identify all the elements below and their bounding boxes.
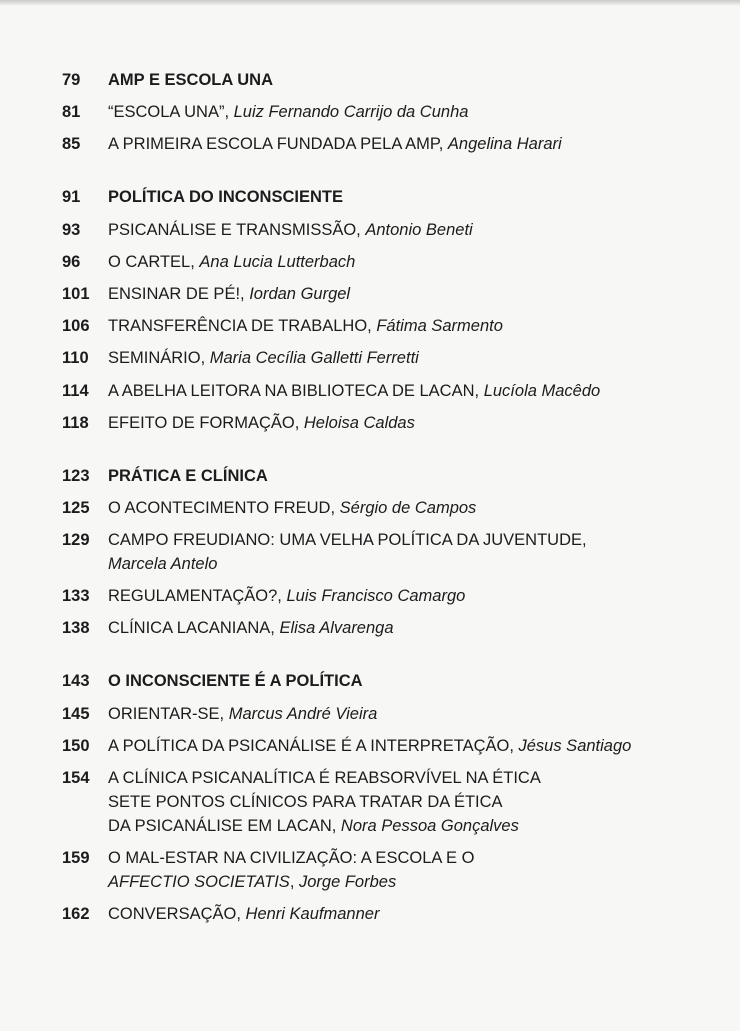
page-number: 118 [62,413,89,432]
entry-title: CLÍNICA LACANIANA, [108,619,280,638]
entry-title: A ABELHA LEITORA NA BIBLIOTECA DE LACAN, [108,381,484,400]
entry-title: A PRIMEIRA ESCOLA FUNDADA PELA AMP, [108,135,448,154]
toc-entry[interactable] [62,734,712,758]
page-number: 162 [62,905,90,924]
page-number: 133 [62,587,90,606]
entry-author: Elisa Alvarenga [279,619,394,638]
page-number: 96 [62,252,81,271]
toc-entry[interactable] [62,902,712,926]
entry-author: Marcus André Vieira [228,704,378,723]
toc-entry[interactable] [62,496,712,520]
entry-author: Jésus Santiago [518,736,632,755]
page-number: 93 [62,220,81,239]
entry-title: POLÍTICA DO INCONSCIENTE [108,188,343,207]
entry-title: O INCONSCIENTE É A POLÍTICA [108,672,363,691]
page-number: 154 [62,769,90,787]
toc-entry[interactable] [62,584,712,608]
page-number: 150 [62,736,90,755]
page-number: 91 [62,188,81,207]
entry-author: Henri Kaufmanner [245,905,380,924]
toc-entry[interactable] [62,218,712,242]
toc-entry[interactable] [62,346,712,370]
entry-title: A POLÍTICA DA PSICANÁLISE É A INTERPRETAÇÃO, [108,736,519,755]
entry-author: Jorge Forbes [299,873,397,892]
toc-entry[interactable] [62,132,712,156]
entry-title: O CARTEL, [108,252,200,271]
entry-title: PRÁTICA E CLÍNICA [108,466,268,485]
toc-entry[interactable] [62,846,712,894]
toc-section-pratica-clinica [62,464,712,641]
page-number: 129 [62,531,90,550]
toc-section-politica-inconsciente [62,185,712,434]
toc-entry[interactable] [62,282,712,306]
entry-title: ENSINAR DE PÉ!, [108,284,250,303]
entry-title: REGULAMENTAÇÃO?, [108,587,287,606]
toc-entry[interactable] [62,528,712,576]
entry-title-italic: AFFECTIO SOCIETATIS [108,873,290,892]
entry-title-line: SETE PONTOS CLÍNICOS PARA TRATAR DA ÉTICA [108,793,503,811]
page-number: 110 [62,349,89,368]
entry-title: TRANSFERÊNCIA DE TRABALHO, [108,317,377,336]
page-number: 145 [62,704,90,723]
entry-title: ORIENTAR-SE, [108,704,229,723]
toc-entry[interactable] [62,411,712,435]
entry-author: Fátima Sarmento [376,317,503,336]
toc-section-heading[interactable] [62,68,712,92]
toc-section-heading[interactable] [62,464,712,488]
entry-title-line: O MAL-ESTAR NA CIVILIZAÇÃO: A ESCOLA E O [108,849,475,868]
entry-title: DA PSICANÁLISE EM LACAN, [108,817,341,835]
entry-author: Heloisa Caldas [303,413,415,432]
page-number: 114 [62,381,89,400]
entry-title: EFEITO DE FORMAÇÃO, [108,413,304,432]
entry-title: AMP E ESCOLA UNA [108,71,274,89]
entry-author: Sérgio de Campos [339,498,477,517]
toc-section-inconsciente-politica [62,669,712,926]
page-number: 79 [62,71,81,89]
entry-author: Lucíola Macêdo [483,381,601,400]
toc-entry[interactable] [62,250,712,274]
toc-entry[interactable] [62,702,712,726]
entry-title: CAMPO FREUDIANO: UMA VELHA POLÍTICA DA JUVENTUDE, [108,531,587,550]
page-number: 123 [62,466,90,485]
entry-author: Luiz Fernando Carrijo da Cunha [233,103,469,122]
toc-entry[interactable] [62,379,712,403]
entry-author: Iordan Gurgel [249,284,351,303]
entry-title: PSICANÁLISE E TRANSMISSÃO, [108,220,366,239]
page-number: 85 [62,135,81,154]
entry-author: Antonio Beneti [365,220,473,239]
toc-entry[interactable] [62,314,712,338]
toc-section-amp-escola-una [62,68,712,156]
page-number: 143 [62,672,90,691]
entry-author: Maria Cecília Galletti Ferretti [209,349,419,368]
page-number: 159 [62,849,90,868]
page-number: 138 [62,619,90,638]
page-number: 101 [62,284,90,303]
page-number: 106 [62,317,90,336]
page-number: 125 [62,498,90,517]
entry-title: , [289,873,299,892]
entry-title: CONVERSAÇÃO, [108,905,246,924]
entry-author: Angelina Harari [447,135,562,154]
entry-author: Marcela Antelo [108,555,218,574]
entry-title: SEMINÁRIO, [108,349,210,368]
toc-section-heading[interactable] [62,185,712,209]
toc-entry[interactable] [62,616,712,640]
toc-section-heading[interactable] [62,669,712,693]
page-number: 81 [62,103,81,122]
toc-entry[interactable] [62,100,712,124]
entry-title-line: A CLÍNICA PSICANALÍTICA É REABSORVÍVEL NA ÉTICA [108,769,541,787]
entry-author: Ana Lucia Lutterbach [199,252,356,271]
entry-author: Nora Pessoa Gonçalves [340,817,519,835]
entry-title: O ACONTECIMENTO FREUD, [108,498,340,517]
table-of-contents [62,68,712,955]
entry-title: “ESCOLA UNA”, [108,103,234,122]
entry-author: Luis Francisco Camargo [286,587,466,606]
toc-entry[interactable] [62,766,712,838]
page-top-edge [0,0,740,6]
